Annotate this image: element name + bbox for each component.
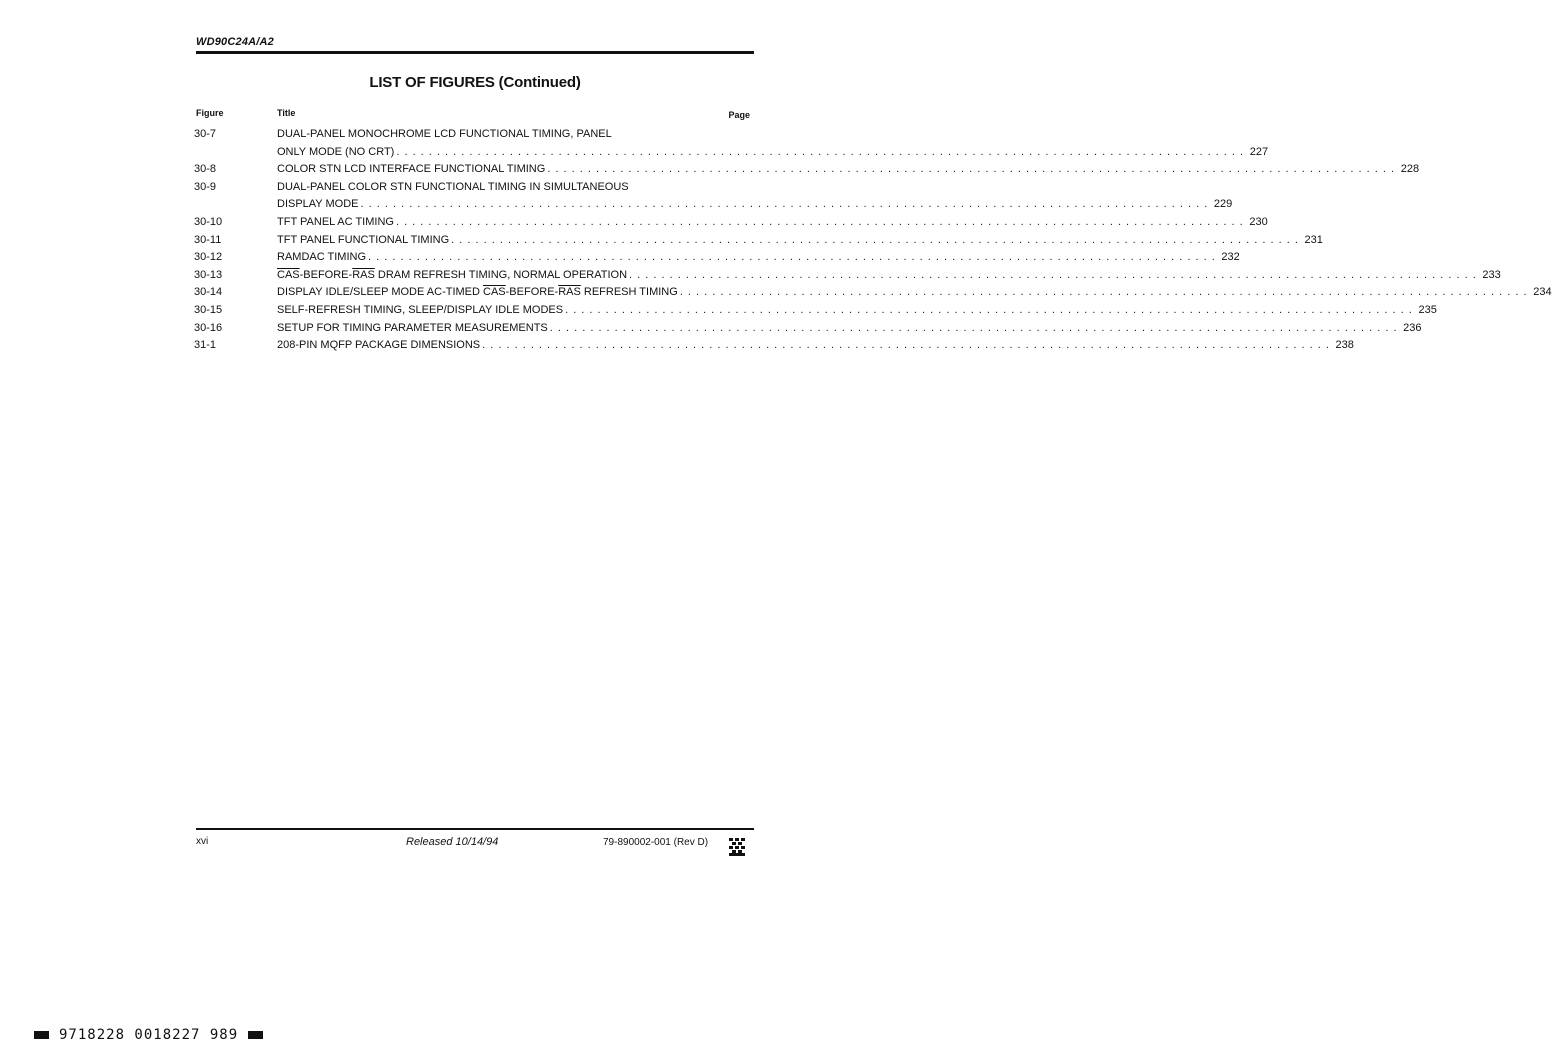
- footer-rule: [196, 828, 754, 830]
- figure-title: [277, 126, 1268, 161]
- figure-title-line: [277, 320, 1422, 338]
- figure-title: [277, 267, 1501, 285]
- dot-leader: [361, 196, 1209, 214]
- dot-leader: [482, 337, 1330, 355]
- figure-title: [277, 214, 1268, 232]
- figure-title-text: 208-PIN MQFP PACKAGE DIMENSIONS: [277, 339, 481, 352]
- dot-leader: [396, 214, 1244, 232]
- title-segment: -BEFORE-: [505, 286, 559, 299]
- figure-page-number: 232: [1221, 251, 1240, 264]
- document-number: 79-890002-001 (Rev D): [603, 837, 709, 848]
- figure-title: [277, 161, 1419, 179]
- page-title: LIST OF FIGURES (Continued): [369, 74, 581, 91]
- figure-list: [194, 126, 1552, 355]
- figure-page-number: 236: [1403, 321, 1422, 334]
- figure-entry: [194, 337, 1354, 355]
- figure-number: 30-14: [194, 286, 223, 299]
- figure-entry: [194, 320, 1422, 338]
- figure-number: 30-12: [194, 251, 223, 264]
- dot-leader: [680, 284, 1528, 302]
- figure-number: 30-13: [194, 268, 223, 281]
- figure-entry: [194, 302, 1437, 320]
- figure-page-number: 230: [1249, 215, 1268, 228]
- figure-entry: [194, 267, 1501, 285]
- wd-logo-icon: [729, 838, 745, 856]
- figure-number: 31-1: [194, 339, 217, 352]
- dot-leader: [629, 267, 1477, 285]
- figure-number: 30-9: [194, 180, 217, 193]
- figure-title-line: [277, 302, 1437, 320]
- title-segment: REFRESH TIMING: [580, 286, 678, 299]
- figure-title-text: RAMDAC TIMING: [277, 251, 367, 264]
- figure-title-text: [277, 284, 678, 302]
- figure-title-text: SETUP FOR TIMING PARAMETER MEASUREMENTS: [277, 321, 548, 334]
- dot-leader: [550, 320, 1398, 338]
- dot-leader: [565, 302, 1413, 320]
- figure-entry: [194, 214, 1268, 232]
- figure-entry: [194, 126, 1269, 161]
- figure-title-line: [277, 196, 1232, 214]
- column-header-page: Page: [728, 110, 750, 120]
- figure-title-line: DUAL-PANEL COLOR STN FUNCTIONAL TIMING IN SIMULTANEOUS: [277, 180, 629, 193]
- title-segment: DRAM REFRESH TIMING, NORMAL OPERATION: [374, 268, 628, 281]
- figure-title-line: [277, 214, 1268, 232]
- figure-title-text: TFT PANEL AC TIMING: [277, 215, 394, 228]
- figure-number: 30-10: [194, 215, 223, 228]
- figure-title-line: [277, 144, 1268, 162]
- figure-page-number: 231: [1304, 233, 1323, 246]
- dot-leader: [451, 232, 1299, 250]
- title-segment: DISPLAY IDLE/SLEEP MODE AC-TIMED: [277, 286, 484, 299]
- active-low-signal: $\overline{RAS}$: [352, 268, 375, 281]
- document-id: WD90C24A/A2: [196, 36, 275, 48]
- dot-leader: [396, 144, 1244, 162]
- figure-title-text: ONLY MODE (NO CRT): [277, 145, 395, 158]
- barcode-block-left: [34, 1031, 49, 1039]
- active-low-signal: $\overline{CAS}$: [483, 286, 506, 299]
- figure-page-number: 228: [1400, 163, 1420, 176]
- figure-entry: [194, 284, 1552, 302]
- figure-title: [277, 302, 1437, 320]
- figure-title-line: [277, 284, 1552, 302]
- figure-entry: [194, 232, 1323, 250]
- figure-title: [277, 179, 1232, 214]
- figure-page-number: 234: [1533, 286, 1552, 299]
- figure-title-text: SELF-REFRESH TIMING, SLEEP/DISPLAY IDLE MODES: [277, 303, 564, 316]
- column-header-figure: Figure: [196, 108, 224, 118]
- figure-page-number: 227: [1249, 145, 1269, 158]
- figure-title-line: [277, 337, 1354, 355]
- barcode-text: 9718228 0018227 989: [59, 1027, 239, 1043]
- figure-entry: [194, 249, 1240, 267]
- figure-page-number: 238: [1335, 339, 1354, 352]
- title-segment: -BEFORE-: [299, 268, 353, 281]
- figure-title: [277, 320, 1422, 338]
- figure-entry: [194, 179, 1233, 214]
- figure-title-line: [277, 267, 1501, 285]
- figure-title-line: [277, 232, 1323, 250]
- page-number: xvi: [196, 836, 209, 847]
- figure-number: 30-7: [194, 128, 217, 140]
- figure-title-line: [277, 161, 1419, 179]
- figure-title: [277, 337, 1354, 355]
- figure-title-line: DUAL-PANEL MONOCHROME LCD FUNCTIONAL TIMING, PANEL: [277, 128, 612, 140]
- figure-page-number: 233: [1482, 268, 1501, 281]
- figure-number: 30-11: [194, 233, 222, 246]
- figure-number: 30-15: [194, 303, 223, 316]
- column-header-title: Title: [277, 108, 296, 118]
- figure-page-number: 235: [1418, 303, 1437, 316]
- dot-leader: [368, 249, 1216, 267]
- active-low-signal: $\overline{CAS}$: [277, 268, 300, 281]
- barcode-strip: [34, 1027, 263, 1043]
- figure-entry: [194, 161, 1420, 179]
- barcode-block-right: [248, 1031, 263, 1039]
- figure-title: [277, 284, 1552, 302]
- header-rule: [196, 51, 754, 54]
- figure-title-line: [277, 249, 1240, 267]
- figure-title-text: COLOR STN LCD INTERFACE FUNCTIONAL TIMING: [277, 163, 546, 176]
- figure-title-text: DISPLAY MODE: [277, 198, 359, 211]
- figure-title-text: TFT PANEL FUNCTIONAL TIMING: [277, 233, 450, 246]
- figure-title: [277, 232, 1323, 250]
- figure-number: 30-8: [194, 163, 217, 176]
- figure-title-text: [277, 267, 627, 285]
- dot-leader: [547, 161, 1395, 179]
- active-low-signal: $\overline{RAS}$: [558, 286, 581, 299]
- release-date: Released 10/14/94: [406, 836, 499, 848]
- figure-page-number: 229: [1213, 198, 1233, 211]
- figure-title: [277, 249, 1240, 267]
- figure-number: 30-16: [194, 321, 223, 334]
